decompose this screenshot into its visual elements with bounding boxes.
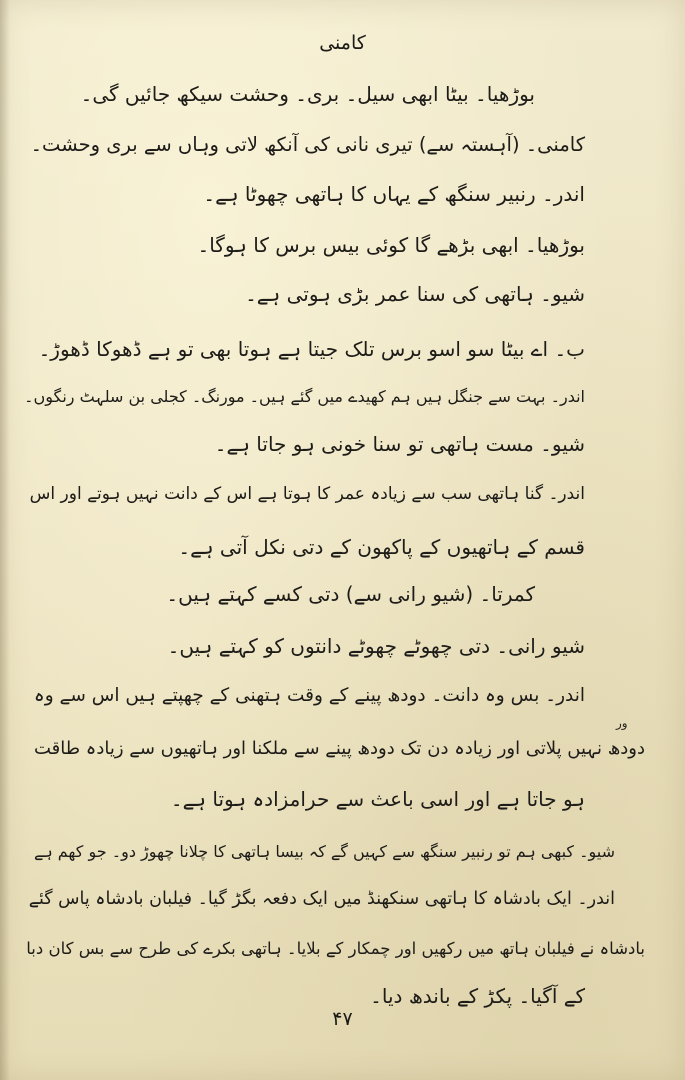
text-line: شیو۔ کبھی ہم تو رنبیر سنگھ سے کہیں گے کہ بیسا ہاتھی کا چلانا چھوڑ دو۔ جو کھم ہے (33, 842, 615, 861)
page-header: کامنی (319, 32, 366, 54)
text-line: ہو جاتا ہے اور اسی باعث سے حرامزادہ ہوتا ہے۔ (170, 787, 585, 811)
text-line: شیو۔ مست ہاتھی تو سنا خونی ہو جاتا ہے۔ (214, 432, 585, 456)
text-line: شیو رانی۔ دتی چھوٹے چھوٹے دانتوں کو کہتے ہیں۔ (167, 634, 585, 658)
text-line: دودھ نہیں پلاتی اور زیادہ دن تک دودھ پینے سے ملکنا اور ہاتھیوں سے زیادہ طاقت (34, 738, 645, 759)
text-line: بوڑھیا۔ بیٹا ابھی سیل۔ بری۔ وحشت سیکھ جائیں گی۔ (80, 82, 535, 106)
text-line: اندر۔ ایک بادشاہ کا ہاتھی سنکھنڈ میں ایک دفعہ بگڑ گیا۔ فیلبان بادشاہ پاس گئے (28, 889, 615, 909)
page-edge-shadow (0, 0, 10, 1080)
text-line: اندر۔ رنبیر سنگھ کے یہاں کا ہاتھی چھوٹا ہے۔ (203, 182, 585, 206)
text-line: اندر۔ بس وہ دانت۔ دودھ پینے کے وقت ہتھنی کے چھپتے ہیں اس سے وہ (33, 685, 585, 706)
text-line: کامنی۔ (آہستہ سے) تیری نانی کی آنکھ لاتی وہاں سے بری وحشت۔ (30, 133, 585, 156)
text-line: ب۔ اے بیٹا سو اسو برس تلک جیتا ہے ہوتا بھی تو ہے ڈھوکا ڈھوڑ۔ (38, 337, 585, 361)
text-line: کے آگیا۔ پکڑ کے باندھ دیا۔ (370, 984, 585, 1008)
text-line: شیو۔ ہاتھی کی سنا عمر بڑی ہوتی ہے۔ (245, 282, 585, 306)
margin-correction: ور (616, 716, 628, 730)
text-line: قسم کے ہاتھیوں کے پاکھون کے دتی نکل آتی ہے۔ (178, 535, 585, 559)
page-number: ۴۷ (332, 1008, 353, 1030)
text-line: اندر۔ گنا ہاتھی سب سے زیادہ عمر کا ہوتا ہے اس کے دانت نہیں ہوتے اور اس (29, 484, 585, 504)
text-line: بوڑھیا۔ ابھی بڑھے گا کوئی بیس برس کا ہوگا۔ (197, 233, 585, 257)
text-line: اندر۔ بہت سے جنگل ہیں ہم کھیدے میں گئے ہیں۔ مورنگ۔ کجلی بن سلہٹ رنگوں۔ (24, 387, 585, 406)
text-line: کمرتا۔ (شیو رانی سے) دتی کسے کہتے ہیں۔ (166, 582, 535, 606)
text-line: بادشاہ نے فیلبان ہاتھ میں رکھیں اور چمکار کے بلایا۔ ہاتھی بکرے کی طرح سے بس کان دبا (26, 939, 645, 958)
